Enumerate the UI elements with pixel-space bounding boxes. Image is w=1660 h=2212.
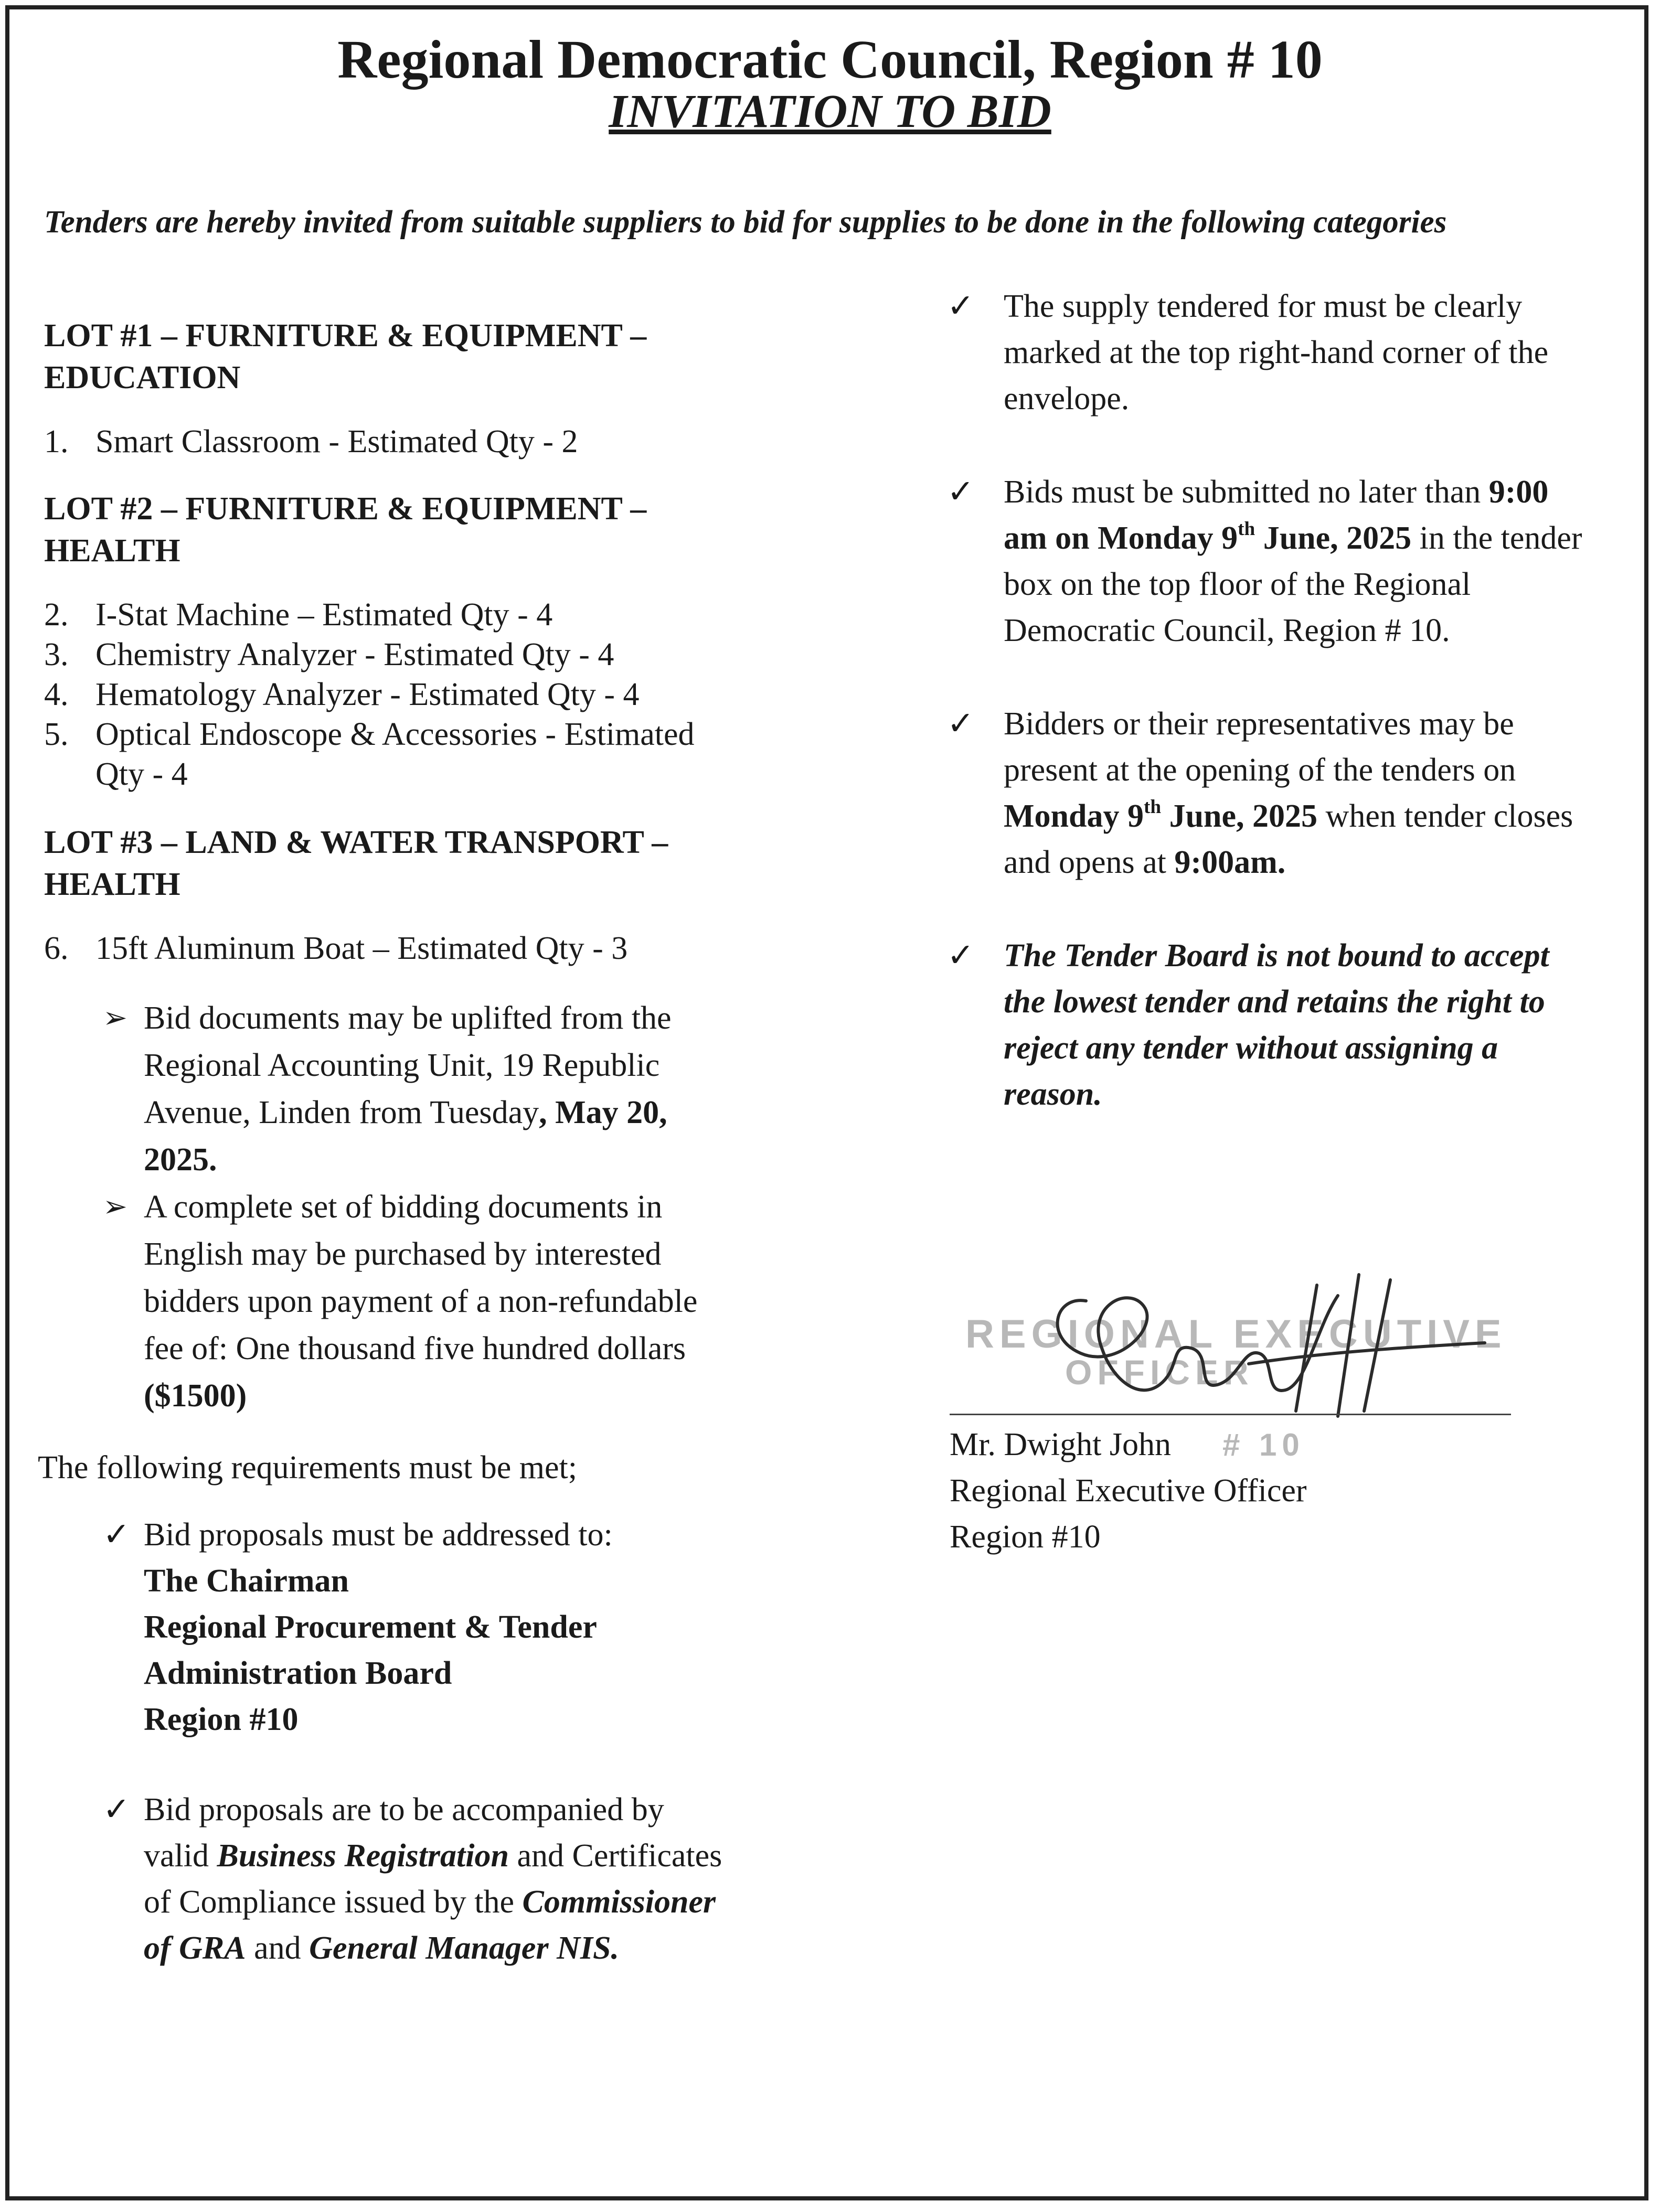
arrow-bullet-icon: ➢ [103, 1191, 127, 1223]
signatory-name: Mr. Dwight John [950, 1427, 1171, 1462]
lot-1-items [44, 422, 863, 462]
envelope-marking-rule: ✓ The supply tendered for must be clearly marked at the top right-hand corner of the envelope. [947, 283, 1634, 422]
bid-document-notes [44, 995, 863, 1419]
signatory-role: Regional Executive Officer [950, 1473, 1307, 1509]
deadline-rule: ✓ Bids must be submitted no later than 9:00 am on Monday 9th June, 2025 in the tender box on the top floor of the Regional Democratic Council, Region # 10. [947, 469, 1634, 654]
check-icon: ✓ [103, 1517, 130, 1553]
lot-3-heading: LOT #3 – LAND & WATER TRANSPORT – HEALTH [44, 825, 668, 902]
arrow-bullet-icon: ➢ [103, 1002, 127, 1034]
lot-1-heading: LOT #1 – FURNITURE & EQUIPMENT – EDUCATION [44, 318, 647, 396]
stamp-region-number: # 10 [1222, 1427, 1305, 1462]
signature-block [950, 1264, 1537, 1579]
check-icon: ✓ [103, 1792, 130, 1828]
address-requirement: ✓ Bid proposals must be addressed to: The Chairman Regional Procurement & Tender Administration Board Region #10 [44, 1512, 863, 1743]
check-icon: ✓ [947, 706, 974, 742]
lot-2-items [44, 595, 863, 794]
lot-3 [44, 821, 863, 968]
submission-rules [947, 283, 1634, 1117]
signatory [950, 1422, 1307, 1560]
list-item: 3. Chemistry Analyzer - Estimated Qty - 4 [44, 637, 614, 672]
check-icon: ✓ [947, 288, 974, 324]
list-item: 1. Smart Classroom - Estimated Qty - 2 [44, 424, 578, 460]
check-icon: ✓ [947, 938, 974, 974]
intro-text: Tenders are hereby invited from suitable suppliers to bid for supplies to be done in the following categories [44, 205, 1447, 240]
purchase-note: ➢ A complete set of bidding documents in English may be purchased by interested bidders upon payment of a non-refundable fee of: One thousand five hundred dollars ($1500) [44, 1183, 863, 1419]
requirements-list [44, 1512, 863, 1971]
invitation-heading: INVITATION TO BID [609, 86, 1051, 137]
lot-3-items [44, 928, 863, 968]
lot-1 [44, 315, 863, 462]
lot-2-heading: LOT #2 – FURNITURE & EQUIPMENT – HEALTH [44, 491, 647, 569]
requirements-intro: The following requirements must be met; [38, 1450, 577, 1486]
left-column [38, 315, 863, 1971]
handwritten-signature [1023, 1264, 1495, 1422]
lot-2 [44, 488, 863, 794]
list-item: 5. Optical Endoscope & Accessories - Estimated Qty - 4 [44, 717, 695, 792]
tender-board-disclaimer: ✓ The Tender Board is not bound to accept the lowest tender and retains the right to reject any tender without assigning a reason. [947, 933, 1634, 1117]
page-title: Regional Democratic Council, Region # 10 [337, 29, 1323, 90]
right-column [947, 283, 1634, 1117]
list-item: 6. 15ft Aluminum Boat – Estimated Qty - 3 [44, 931, 628, 966]
accompaniment-requirement: ✓ Bid proposals are to be accompanied by valid Business Registration and Certificates of Compliance issued by the Commissioner of GRA and General Manager NIS. [44, 1787, 863, 1971]
official-stamp: REGIONAL EXECUTIVE OFFICER [965, 1312, 1507, 1392]
opening-rule: ✓ Bidders or their representatives may be present at the opening of the tenders on Monday 9th June, 2025 when tender closes and opens at 9:00am. [947, 701, 1634, 885]
check-icon: ✓ [947, 474, 974, 510]
list-item: 4. Hematology Analyzer - Estimated Qty - 4 [44, 677, 640, 712]
list-item: 2. I-Stat Machine – Estimated Qty - 4 [44, 597, 553, 633]
uplift-note: ➢ Bid documents may be uplifted from the Regional Accounting Unit, 19 Republic Avenue, Linden from Tuesday, May 20, 2025. [44, 995, 863, 1183]
signature-line [950, 1414, 1511, 1415]
signatory-region: Region #10 [950, 1519, 1101, 1555]
